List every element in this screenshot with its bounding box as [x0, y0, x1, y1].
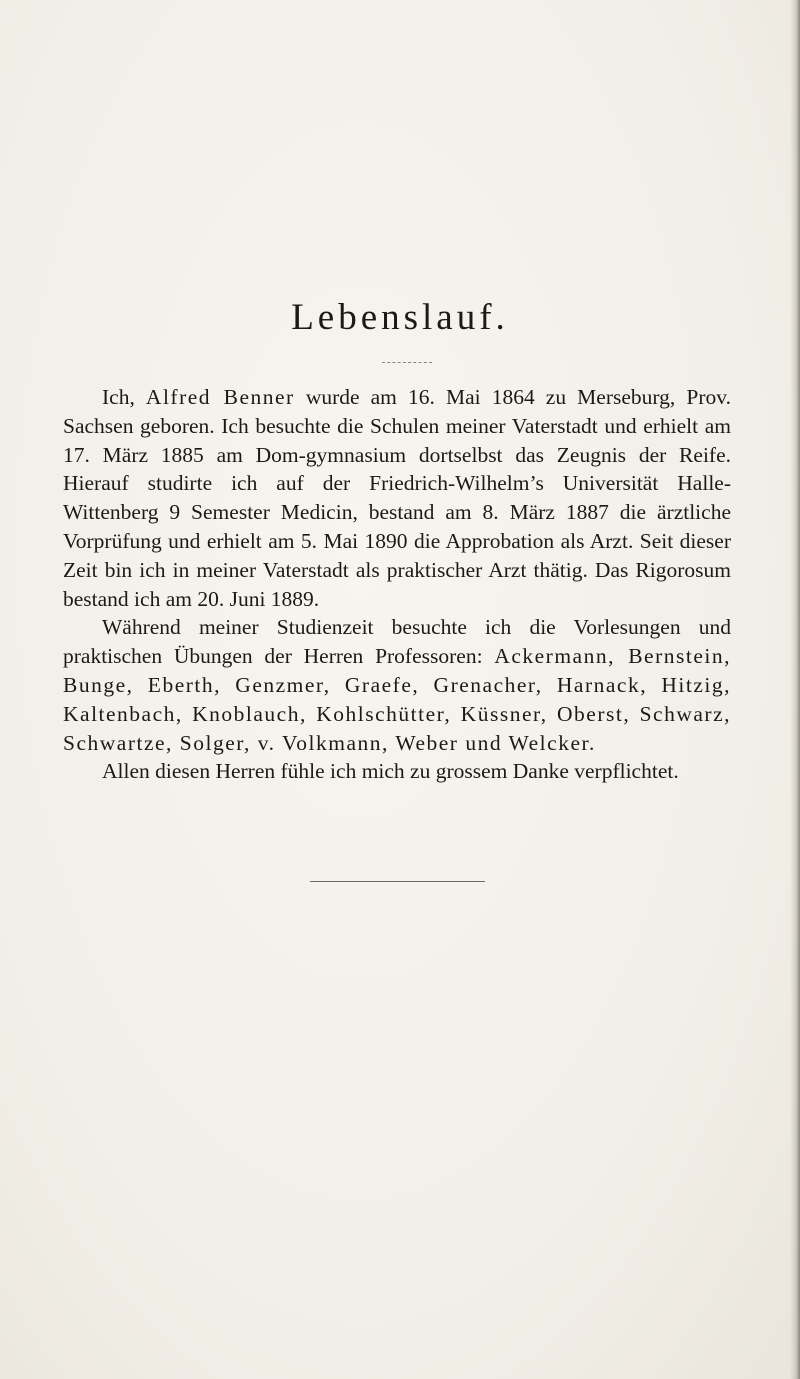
author-name: Alfred Benner	[145, 385, 295, 409]
page-edge-shadow	[790, 0, 800, 1379]
document-title: Lebenslauf.	[291, 297, 509, 338]
paragraph-teachers	[63, 613, 731, 757]
paragraph-biography-text: wurde am 16. Mai 1864 zu Merseburg, Prov. Sachsen geboren. Ich besuchte die Schulen meiner Vaterstadt und erhielt am 17. März 1885 am Dom-gymnasium dortselbst das Zeugnis der Reife. Hierauf studirte ich auf der Friedrich-Wilhelm’s Universität Halle-Wittenberg 9 Semester Medicin, bestand am 8. März 1887 die ärztliche Vorprüfung und erhielt am 5. Mai 1890 die Approbation als Arzt. Seit dieser Zeit bin ich in meiner Vaterstadt als praktischer Arzt thätig. Das Rigorosum bestand ich am 20. Juni 1889.	[63, 385, 731, 611]
closing-divider	[310, 881, 485, 882]
paragraph-thanks: Allen diesen Herren fühle ich mich zu grossem Danke verpflichtet.	[102, 759, 679, 784]
title-divider	[382, 362, 432, 363]
professor-list: Ackermann, Bernstein, Bunge, Eberth, Genzmer, Graefe, Grenacher, Harnack, Hitzig, Kaltenbach, Knoblauch, Kohlschütter, Küssner, Oberst, Schwarz, Schwartze, Solger, v. Volkmann, Weber und Welcker.	[63, 644, 731, 755]
paragraph-biography	[63, 383, 731, 613]
paragraph-biography-intro: Ich,	[102, 385, 146, 409]
document-body	[63, 383, 731, 786]
paragraph-teachers-intro: Während meiner Studienzeit besuchte ich die Vorlesungen und praktischen Übungen der Herren Professoren:	[63, 615, 731, 669]
